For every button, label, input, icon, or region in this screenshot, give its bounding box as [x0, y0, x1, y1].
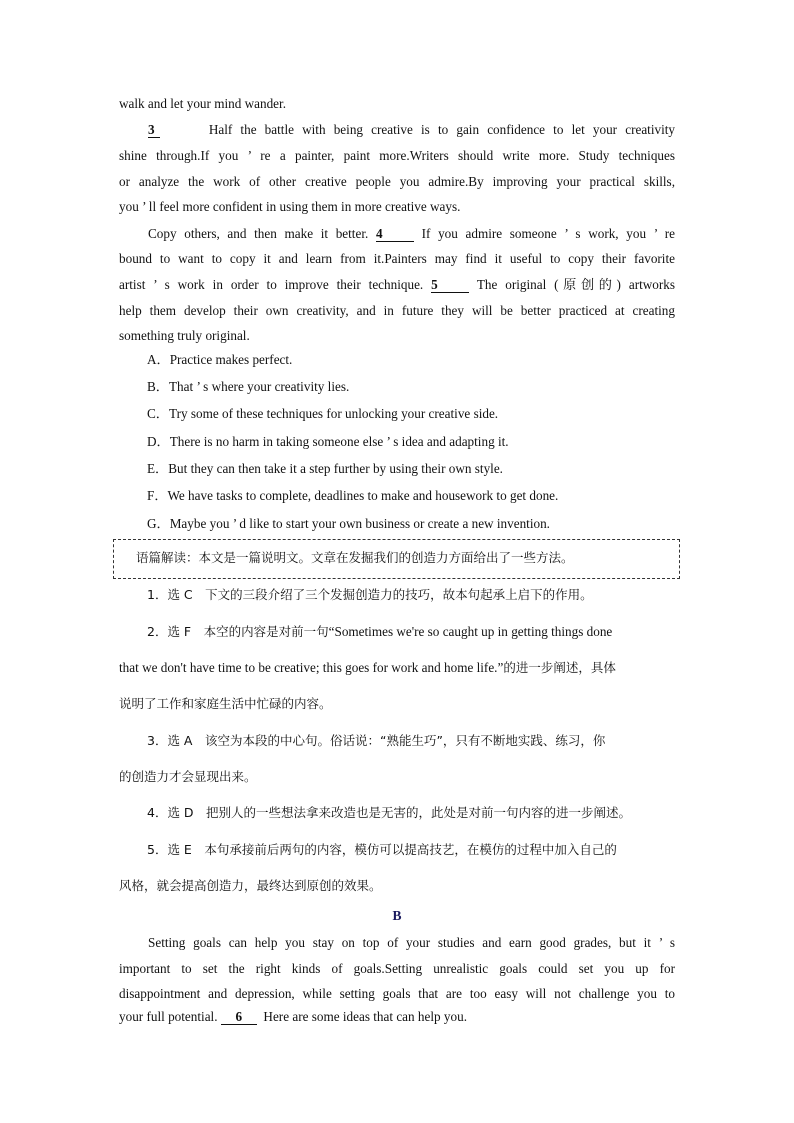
- blank-4: 4: [376, 227, 414, 242]
- option-b: B．That ’ s where your creativity lies.: [147, 379, 350, 394]
- answer-3-line-2: 的创造力才会显现出来。: [119, 769, 257, 784]
- blank-5: 5: [431, 278, 469, 293]
- passage-line: [119, 225, 675, 243]
- answer-2: [119, 623, 675, 641]
- passage-line: [119, 121, 675, 139]
- answer-1: 1．选 C 下文的三段介绍了三个发掘创造力的技巧，故本句起承上启下的作用。: [147, 587, 593, 602]
- answer-5-line-2: 风格，就会提高创造力，最终达到原创的效果。: [119, 878, 382, 893]
- option-e: E．But they can then take it a step further by using their own style.: [147, 461, 503, 476]
- blank-6: 6: [221, 1010, 257, 1025]
- passage-text: your full potential.: [119, 1009, 218, 1024]
- passage-text: Half the battle with being creative is to gain confidence to let your creativity: [208, 122, 676, 137]
- answer-5: 5．选 E 本句承接前后两句的内容，模仿可以提高技艺，在模仿的过程中加入自己的: [147, 842, 617, 857]
- passage-line: you ’ ll feel more confident in using them in more creative ways.: [119, 199, 461, 214]
- option-d: D．There is no harm in taking someone else ’ s idea and adapting it.: [147, 434, 509, 449]
- option-g: G．Maybe you ’ d like to start your own business or create a new invention.: [147, 516, 550, 531]
- passage-line: bound to want to copy it and learn from it.Painters may find it useful to copy their favorite: [119, 251, 675, 266]
- summary-text: 语篇解读：本文是一篇说明文。文章在发掘我们的创造力方面给出了一些方法。: [136, 550, 574, 565]
- summary-box: [113, 539, 680, 579]
- passage-line: [119, 276, 675, 294]
- option-a: A．Practice makes perfect.: [147, 352, 293, 367]
- answer-text: 的进一步阐述，具体: [503, 660, 616, 675]
- passage-line: help them develop their own creativity, and in future they will be better practiced at creating: [119, 303, 675, 318]
- answer-2-line-3: 说明了工作和家庭生活中忙碌的内容。: [119, 696, 332, 711]
- answer-quote: “Sometimes we're so caught up in getting things done: [328, 624, 613, 639]
- answer-text: 2．选 F 本空的内容是对前一句: [147, 624, 329, 639]
- passage-line: important to set the right kinds of goals.Setting unrealistic goals could set you up for: [119, 961, 675, 976]
- blank-3: 3: [148, 123, 160, 138]
- answer-2-line-2: [119, 659, 675, 677]
- answer-3: 3．选 A 该空为本段的中心句。俗话说：“熟能生巧”，只有不断地实践、练习，你: [147, 733, 606, 748]
- passage-text: Copy others, and then make it better.: [148, 226, 369, 241]
- option-c: C．Try some of these techniques for unlocking your creative side.: [147, 406, 499, 421]
- passage-text: The original (原创的) artworks: [476, 277, 676, 292]
- passage-line: something truly original.: [119, 328, 250, 343]
- passage-line: [119, 1008, 675, 1026]
- passage-line: walk and let your mind wander.: [119, 96, 287, 111]
- passage-line: or analyze the work of other creative people you admire.By improving your practical skills,: [119, 174, 675, 189]
- passage-text: Here are some ideas that can help you.: [263, 1009, 468, 1024]
- passage-text: artist ’ s work in order to improve their technique.: [119, 277, 424, 292]
- passage-text: If you admire someone ’ s work, you ’ re: [421, 226, 676, 241]
- section-heading-b: B: [392, 908, 402, 923]
- passage-line: shine through.If you ’ re a painter, paint more.Writers should write more. Study techniques: [119, 148, 675, 163]
- answer-quote: that we don't have time to be creative; this goes for work and home life.”: [119, 660, 504, 675]
- passage-line: Setting goals can help you stay on top of your studies and earn good grades, but it ’ s: [148, 935, 675, 950]
- answer-4: 4．选 D 把别人的一些想法拿来改造也是无害的，此处是对前一句内容的进一步阐述。: [147, 805, 632, 820]
- option-f: F．We have tasks to complete, deadlines to make and housework to get done.: [147, 488, 559, 503]
- passage-line: disappointment and depression, while setting goals that are too easy will not challenge you to: [119, 986, 675, 1001]
